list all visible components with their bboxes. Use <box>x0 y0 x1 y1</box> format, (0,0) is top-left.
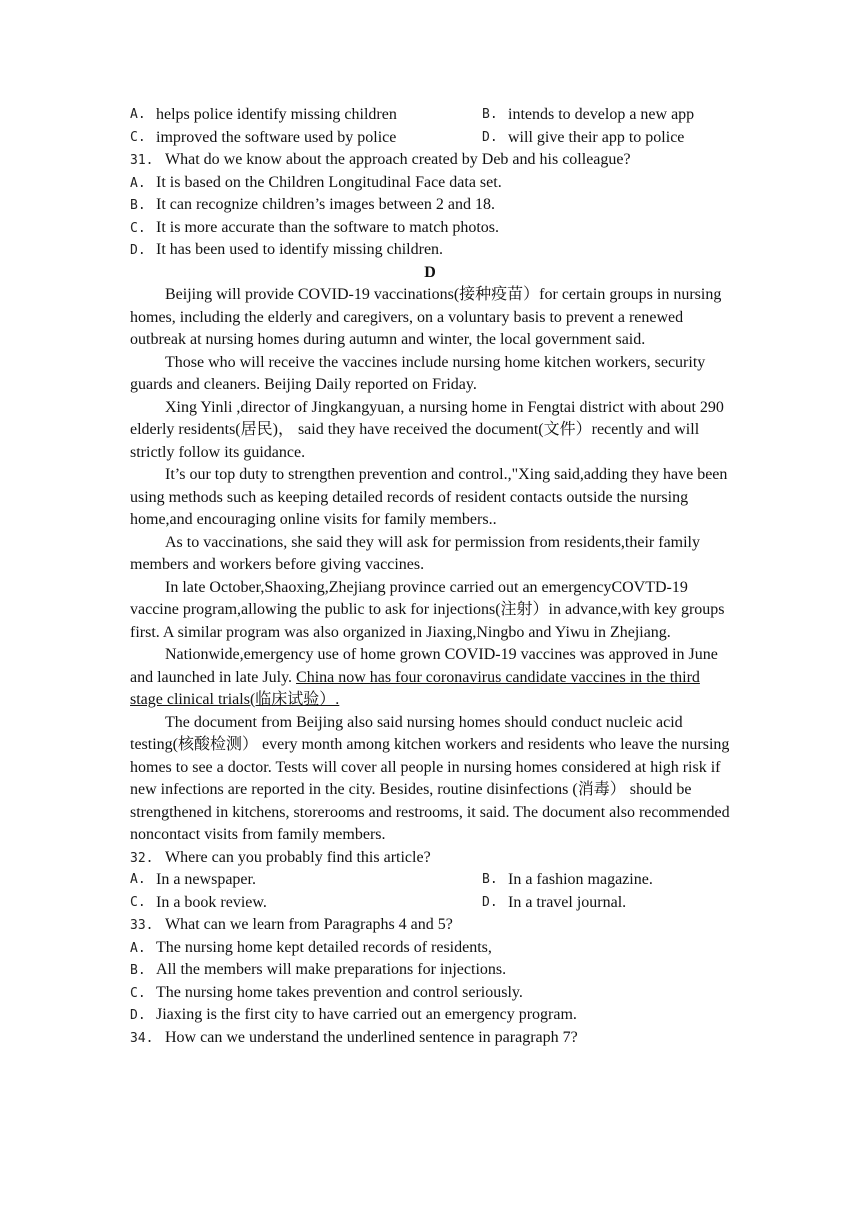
option-text: Jiaxing is the first city to have carried out an emergency program. <box>156 1006 577 1023</box>
question-number: 31. <box>130 153 154 168</box>
q33-option-b <box>130 959 730 982</box>
option-text: In a book review. <box>156 893 267 911</box>
q31-option-a <box>130 172 730 195</box>
option-text: It is more accurate than the software to match photos. <box>156 218 499 236</box>
option-text: It can recognize children’s images between 2 and 18. <box>156 196 495 213</box>
paragraph-3: Xing Yinli ,director of Jingkangyuan, a nursing home in Fengtai district with about 290 elderly residents(居民)， said they have received the document(文件）recently and will strictly follow its guidance. <box>130 398 724 461</box>
q30-options-row-1 <box>130 104 730 127</box>
option-letter: C. <box>130 985 146 1001</box>
question-text: How can we understand the underlined sentence in paragraph 7? <box>165 1028 578 1046</box>
q32-options-row-2 <box>130 892 730 915</box>
q32-option-b <box>482 869 653 892</box>
question-number: 32. <box>130 850 154 866</box>
q30-option-a <box>130 104 482 127</box>
option-letter: B. <box>130 963 146 978</box>
option-letter: B. <box>482 872 498 887</box>
option-letter: B. <box>130 198 146 213</box>
paragraph-5: As to vaccinations, she said they will ask for permission from residents,their family members and workers before giving vaccines. <box>130 533 700 573</box>
q33-option-d <box>130 1004 730 1027</box>
q31-option-b <box>130 194 730 217</box>
option-text: The nursing home takes prevention and control seriously. <box>156 983 523 1001</box>
option-text: improved the software used by police <box>156 128 397 146</box>
option-letter: C. <box>130 129 146 145</box>
q30-option-c <box>130 127 482 150</box>
q31-option-d <box>130 239 730 262</box>
option-letter: C. <box>130 220 146 236</box>
option-text: intends to develop a new app <box>508 106 695 123</box>
option-text: It has been used to identify missing children. <box>156 241 444 258</box>
paragraph-4: It’s our top duty to strengthen prevention and control.,"Xing said,adding they have been using methods such as keeping detailed records of resident contacts outside the nursing home,and encouraging online visits for family members.. <box>130 466 728 528</box>
paragraph-6: In late October,Shaoxing,Zhejiang province carried out an emergencyCOVTD-19 vaccine program,allowing the public to ask for injections(注射）in advance,with key groups first. A similar program was also organized in Jiaxing,Ningbo and Yiwu in Zhejiang. <box>130 578 725 641</box>
option-text: The nursing home kept detailed records of residents, <box>156 938 492 956</box>
option-text: All the members will make preparations for injections. <box>156 961 507 978</box>
option-text: helps police identify missing children <box>156 106 397 123</box>
paragraph-7 <box>130 644 730 712</box>
q30-options-row-2 <box>130 127 730 150</box>
option-text: In a fashion magazine. <box>508 871 653 888</box>
document-page <box>130 104 730 1049</box>
paragraph-7-text: Nationwide,emergency use of home grown COVID-19 vaccines was approved in June and launched in late July. <box>130 646 718 686</box>
q32-option-a <box>130 869 482 892</box>
q32-option-d <box>482 892 626 915</box>
q33-option-c <box>130 982 730 1005</box>
paragraph-1: Beijing will provide COVID-19 vaccinations(接种疫苗）for certain groups in nursing homes, including the elderly and caregivers, on a voluntary basis to prevent a renewed outbreak at nursing homes during autumn and winter, the local government said. <box>130 286 722 348</box>
option-letter: A. <box>130 940 146 956</box>
option-text: will give their app to police <box>508 128 685 146</box>
q31-option-c <box>130 217 730 240</box>
option-text: In a newspaper. <box>156 871 256 888</box>
q32-option-c <box>130 892 482 915</box>
question-31 <box>130 149 730 172</box>
q32-options-row-1 <box>130 869 730 892</box>
option-letter: A. <box>130 107 146 122</box>
option-letter: D. <box>130 1008 146 1023</box>
q33-option-a <box>130 937 730 960</box>
option-letter: D. <box>482 129 498 145</box>
option-letter: D. <box>482 894 498 910</box>
paragraph-2: Those who will receive the vaccines include nursing home kitchen workers, security guards and cleaners. Beijing Daily reported on Friday. <box>130 353 706 393</box>
option-letter: A. <box>130 175 146 191</box>
question-text: Where can you probably find this article? <box>165 848 431 866</box>
option-letter: B. <box>482 107 498 122</box>
question-text: What can we learn from Paragraphs 4 and 5? <box>165 916 453 933</box>
question-32 <box>130 847 730 870</box>
option-letter: D. <box>130 243 146 258</box>
q30-option-b <box>482 104 694 127</box>
question-34 <box>130 1027 730 1050</box>
question-text: What do we know about the approach created by Deb and his colleague? <box>165 151 631 168</box>
option-text: In a travel journal. <box>508 893 627 911</box>
question-number: 33. <box>130 918 154 933</box>
section-heading: D <box>424 263 436 281</box>
option-text: It is based on the Children Longitudinal Face data set. <box>156 173 502 191</box>
question-number: 34. <box>130 1030 154 1046</box>
question-33 <box>130 914 730 937</box>
q30-option-d <box>482 127 684 150</box>
option-letter: C. <box>130 894 146 910</box>
option-letter: A. <box>130 872 146 887</box>
paragraph-8: The document from Beijing also said nursing homes should conduct nucleic acid testing(核酸检测） every month among kitchen workers and residents who leave the nursing homes to see a doctor. Tests will cover all people in nursing homes considered at high risk if new infections are reported in the city. Besides, routine disinfections (消毒） should be strengthened in kitchens, storerooms and restrooms, it said. The document also recommended noncontact visits from family members. <box>130 713 730 843</box>
underlined-sentence: China now has four coronavirus candidate vaccines in the third stage clinical trials(临床试验）. <box>130 668 700 708</box>
